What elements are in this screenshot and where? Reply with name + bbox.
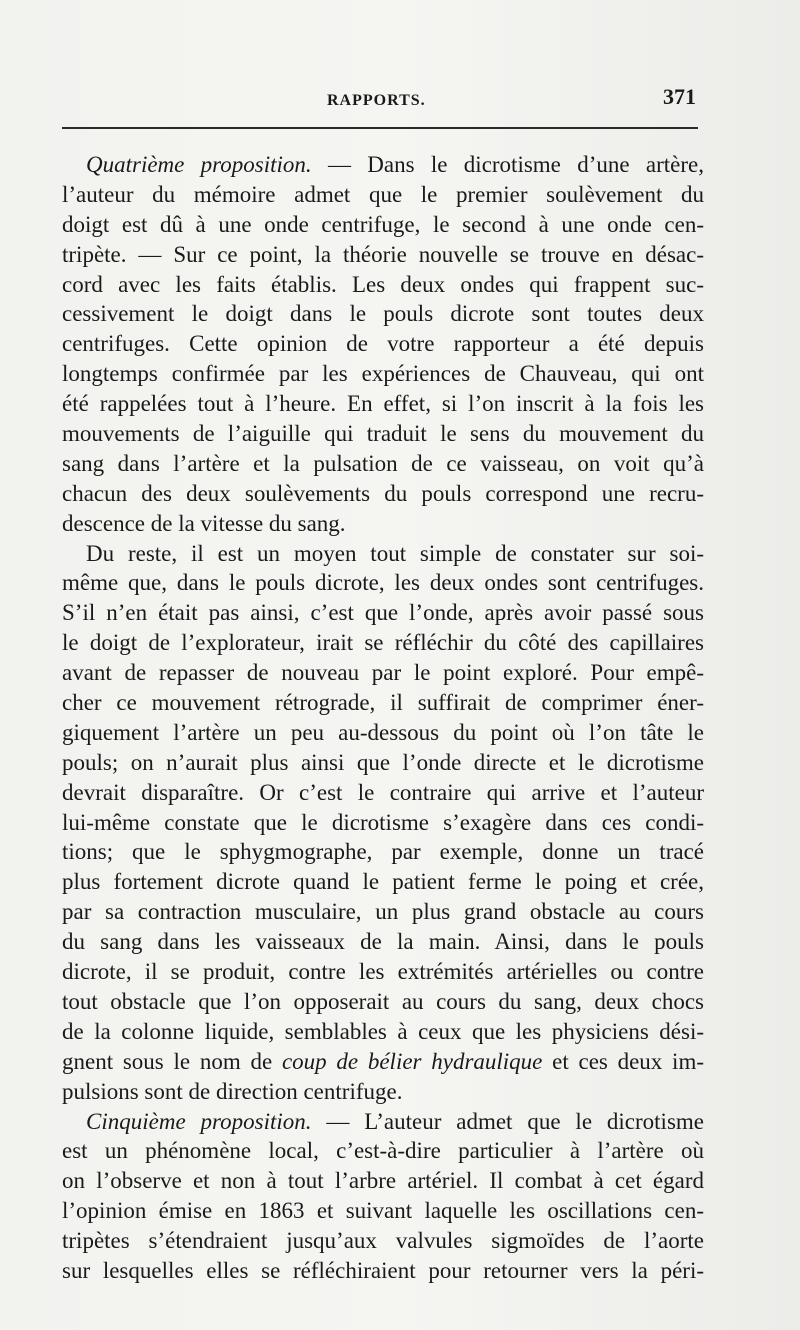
text-line — [62, 180, 704, 210]
line-text: sang dans l’artère et la pulsation de ce vaisseau, on voit qu’à — [62, 450, 704, 476]
line-text: dicrote, il se produit, contre les extrémités artérielles ou contre — [62, 959, 704, 985]
proposition-heading: Cinquième proposition. — [86, 1108, 312, 1134]
text-line — [62, 688, 704, 718]
page-number: 371 — [663, 84, 696, 109]
line-text: est un phénomène local, c’est-à-dire particulier à l’artère où — [62, 1138, 704, 1164]
header-rule — [62, 127, 698, 129]
text-line — [62, 1077, 704, 1107]
line-text: l’auteur du mémoire admet que le premier soulèvement du — [62, 181, 704, 207]
text-line — [62, 628, 704, 658]
line-text: par sa contraction musculaire, un plus grand obstacle au cours — [62, 899, 704, 925]
italic-term: coup de bélier hydraulique — [281, 1048, 543, 1074]
text-line — [62, 957, 704, 987]
line-text: le doigt de l’explorateur, irait se réfléchir du côté des capillaires — [62, 630, 704, 656]
text-line — [62, 1107, 704, 1137]
body-text — [62, 150, 704, 1286]
text-line — [62, 1136, 704, 1166]
text-line — [62, 748, 704, 778]
line-text: chacun des deux soulèvements du pouls correspond une recru- — [62, 480, 704, 506]
text-line — [62, 658, 704, 688]
line-text: on l’observe et non à tout l’arbre artériel. Il combat à cet égard — [62, 1168, 704, 1194]
text-line — [62, 419, 704, 449]
line-text: du sang dans les vaisseaux de la main. Ainsi, dans le pouls — [62, 929, 704, 955]
line-text: de la colonne liquide, semblables à ceux que les physiciens dési- — [62, 1018, 704, 1044]
line-text: doigt est dû à une onde centrifuge, le second à une onde cen- — [62, 211, 704, 237]
text-line — [62, 210, 704, 240]
line-text: cher ce mouvement rétrograde, il suffirait de comprimer éner- — [62, 690, 704, 716]
line-text: avant de repasser de nouveau par le point exploré. Pour empê- — [62, 660, 704, 686]
line-text: devrait disparaître. Or c’est le contraire qui arrive et l’auteur — [62, 779, 704, 805]
line-text: gnent sous le nom de — [62, 1048, 282, 1074]
line-text: longtemps confirmée par les expériences de Chauveau, qui ont — [62, 361, 704, 387]
line-text: mouvements de l’aiguille qui traduit le sens du mouvement du — [62, 421, 704, 447]
line-text: S’il n’en était pas ainsi, c’est que l’onde, après avoir passé sous — [62, 600, 704, 626]
line-text: l’opinion émise en 1863 et suivant laquelle les oscillations cen- — [62, 1198, 704, 1224]
text-line — [62, 837, 704, 867]
text-line — [62, 598, 704, 628]
line-text: centrifuges. Cette opinion de votre rapporteur a été depuis — [62, 331, 704, 357]
text-line — [62, 1196, 704, 1226]
line-text: Du reste, il est un moyen tout simple de constater sur soi- — [86, 540, 704, 566]
text-line — [62, 449, 704, 479]
text-line — [62, 808, 704, 838]
text-line — [62, 509, 704, 539]
line-text: tripètes s’étendraient jusqu’aux valvules sigmoïdes de l’aorte — [62, 1228, 704, 1254]
line-text: — Dans le dicrotisme d’une artère, — [311, 152, 704, 177]
line-text: même que, dans le pouls dicrote, les deux ondes sont centrifuges. — [62, 570, 704, 596]
text-line — [62, 897, 704, 927]
text-line — [62, 150, 704, 180]
running-head — [62, 84, 700, 114]
text-line — [62, 240, 704, 270]
line-text: tions; que le sphygmographe, par exemple, donne un tracé — [62, 839, 704, 865]
line-text: pouls; on n’aurait plus ainsi que l’onde directe et le dicrotisme — [62, 749, 704, 775]
text-line — [62, 270, 704, 300]
line-text: pulsions sont de direction centrifuge. — [62, 1078, 403, 1104]
text-line — [62, 359, 704, 389]
text-line — [62, 299, 704, 329]
text-line — [62, 1047, 704, 1077]
line-text-after: et ces deux im- — [542, 1048, 704, 1074]
line-text: tout obstacle que l’on opposerait au cours du sang, deux chocs — [62, 988, 704, 1014]
line-text: cessivement le doigt dans le pouls dicrote sont toutes deux — [62, 301, 704, 327]
text-line — [62, 479, 704, 509]
text-line — [62, 389, 704, 419]
text-line — [62, 329, 704, 359]
line-text: cord avec les faits établis. Les deux ondes qui frappent suc- — [62, 271, 704, 297]
text-line — [62, 927, 704, 957]
line-text: descence de la vitesse du sang. — [62, 510, 346, 536]
text-line — [62, 1226, 704, 1256]
text-line — [62, 778, 704, 808]
line-text: plus fortement dicrote quand le patient ferme le poing et crée, — [62, 869, 704, 895]
line-text: giquement l’artère un peu au-dessous du point où l’on tâte le — [62, 719, 704, 745]
line-text: tripète. — Sur ce point, la théorie nouvelle se trouve en désac- — [62, 241, 704, 267]
line-text: — L’auteur admet que le dicrotisme — [311, 1108, 705, 1134]
text-line — [62, 539, 704, 569]
text-line — [62, 867, 704, 897]
proposition-heading: Quatrième proposition. — [86, 152, 312, 177]
running-title: RAPPORTS. — [327, 92, 426, 109]
line-text: lui-même constate que le dicrotisme s’exagère dans ces condi- — [62, 809, 704, 835]
text-line — [62, 568, 704, 598]
line-text: été rappelées tout à l’heure. En effet, si l’on inscrit à la fois les — [62, 391, 704, 417]
line-text: sur lesquelles elles se réfléchiraient pour retourner vers la péri- — [62, 1257, 704, 1283]
text-line — [62, 1017, 704, 1047]
text-line — [62, 1256, 704, 1286]
text-line — [62, 987, 704, 1017]
text-line — [62, 718, 704, 748]
text-line — [62, 1166, 704, 1196]
